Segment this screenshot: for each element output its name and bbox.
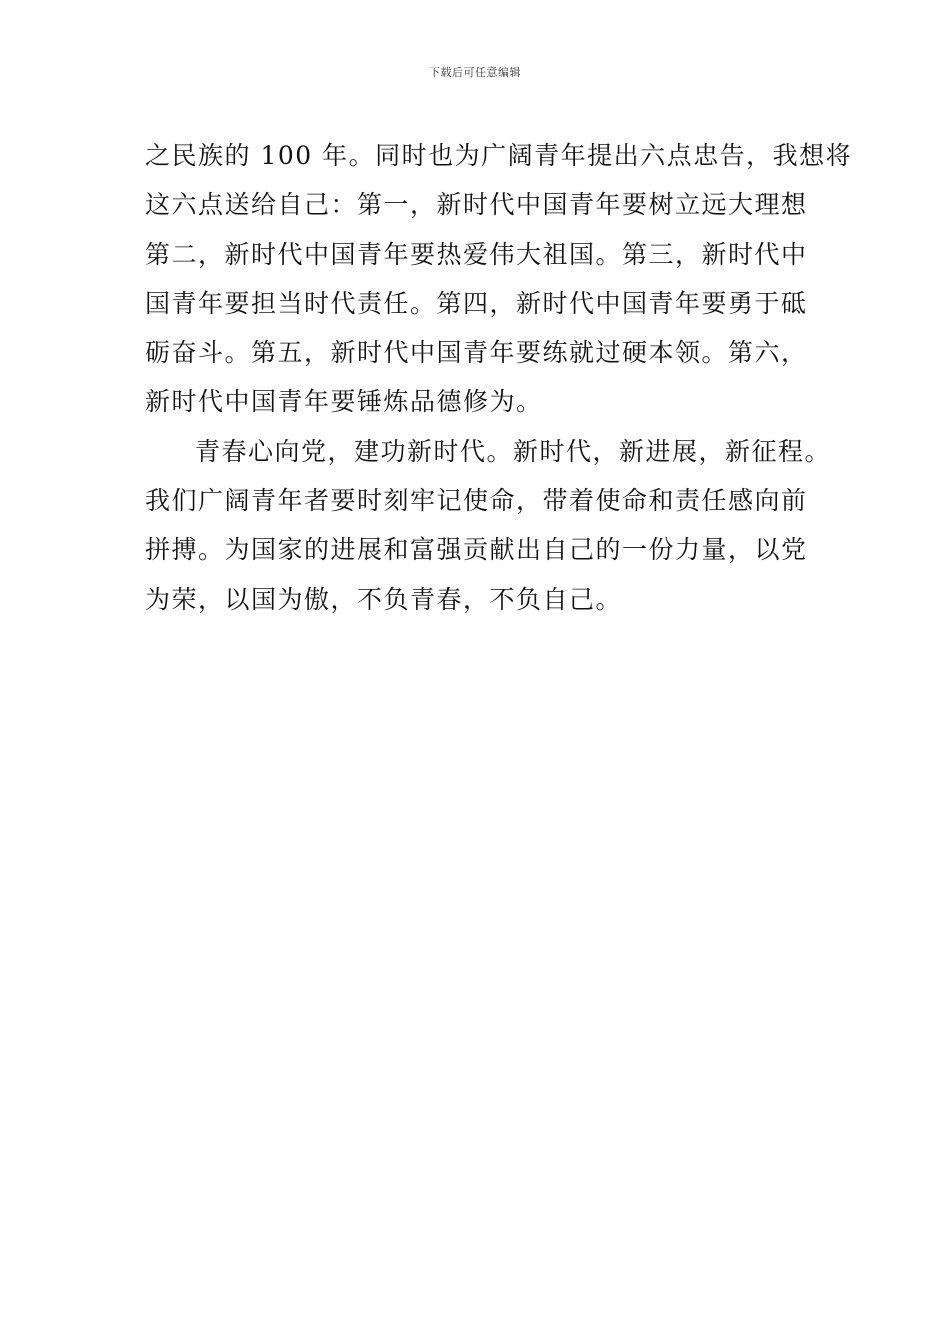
text-line: 新时代中国青年要锤炼品德修为。 <box>145 387 543 417</box>
text-line: 为荣，以国为傲，不负青春，不负自己。 <box>145 584 623 614</box>
header-note: 下载后可任意编辑 <box>429 66 521 79</box>
paragraph-first-line: 青春心向党，建功新时代。新时代，新进展，新征程。 <box>195 436 832 466</box>
text-line: 拼搏。为国家的进展和富强贡献出自己的一份力量，以党 <box>145 535 808 565</box>
text-line: 之民族的 100 年。同时也为广阔青年提出六点忠告，我想将 <box>145 141 853 170</box>
text-line: 第二，新时代中国青年要热爱伟大祖国。第三，新时代中 <box>145 239 808 269</box>
document-body <box>145 131 853 624</box>
text-line: 国青年要担当时代责任。第四，新时代中国青年要勇于砥 <box>145 288 808 318</box>
text-line: 这六点送给自己：第一，新时代中国青年要树立远大理想 <box>145 190 808 220</box>
text-line: 砺奋斗。第五，新时代中国青年要练就过硬本领。第六， <box>145 338 808 368</box>
text-line: 我们广阔青年者要时刻牢记使命，带着使命和责任感向前 <box>145 486 808 516</box>
